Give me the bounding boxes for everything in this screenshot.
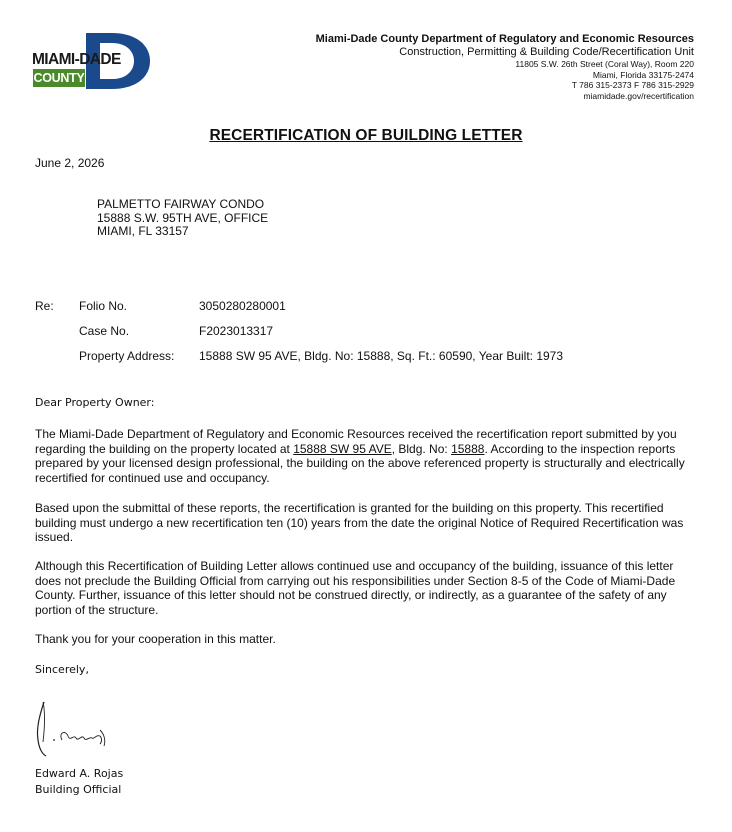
paragraph-2: Based upon the submittal of these reports, the recertification is granted for the building on this property. This recertified building must undergo a new recertification ten (10) years from the date the original Notice of Required Recertification was issued. — [35, 501, 684, 544]
recipient-street: 15888 S.W. 95TH AVE, OFFICE — [97, 210, 269, 225]
recipient-city: MIAMI, FL 33157 — [97, 224, 189, 238]
salutation: Dear Property Owner: — [35, 396, 155, 409]
website: miamidade.gov/recertification — [583, 90, 694, 101]
property-address-value: 15888 SW 95 AVE, Bldg. No: 15888, Sq. Ft.: 60590, Year Built: 1973 — [199, 349, 564, 363]
paragraph-1-bldg: 15888 — [451, 441, 485, 456]
folio-value: 3050280280001 — [199, 299, 286, 313]
case-value: F2023013317 — [199, 324, 274, 338]
city-address: Miami, Florida 33175-2474 — [592, 69, 694, 80]
handwritten-signature — [30, 696, 120, 760]
department-name: Miami-Dade County Department of Regulatory and Economic Resources — [315, 33, 694, 45]
paragraph-1-address: 15888 SW 95 AVE — [293, 441, 392, 456]
phone-fax: T 786 315-2373 F 786 315-2929 — [571, 80, 694, 90]
signer-name: Edward A. Rojas — [35, 767, 124, 780]
signer-block — [35, 766, 123, 798]
recipient-name: PALMETTO FAIRWAY CONDO — [97, 197, 265, 211]
recipient-address — [97, 198, 268, 239]
folio-row — [35, 299, 286, 313]
case-label: Case No. — [79, 324, 130, 338]
unit-name: Construction, Permitting & Building Code/Recertification Unit — [399, 46, 694, 58]
paragraph-3: Although this Recertification of Building Letter allows continued use and occupancy of the building, issuance of this letter does not preclude the Building Official from carrying out his responsibilities under Section 8-5 of the Code of Miami-Dade County. Further, issuance of this letter should not be construed directly, or indirectly, as a guarantee of the safety of any portion of the structure. — [35, 559, 676, 617]
paragraph-1 — [35, 427, 697, 485]
logo-miami-text: MIAMI-DADE — [32, 51, 121, 68]
miami-dade-logo — [32, 33, 150, 89]
paragraph-1-prefix: regarding the building on the property located at — [35, 441, 294, 456]
letter-title: RECERTIFICATION OF BUILDING LETTER — [209, 127, 523, 144]
property-address-label: Property Address: — [79, 349, 175, 363]
logo-county-badge: COUNTY — [33, 71, 85, 85]
paragraph-1-line1: The Miami-Dade Department of Regulatory and Economic Resources received the recertification report submitted by you — [35, 427, 677, 441]
paragraph-1-mid: , Bldg. No: — [391, 441, 452, 456]
street-address: 11805 S.W. 26th Street (Coral Way), Room 220 — [515, 59, 694, 69]
letter-date: June 2, 2026 — [35, 156, 105, 170]
signer-title: Building Official — [35, 783, 122, 796]
thanks-line: Thank you for your cooperation in this matter. — [35, 632, 276, 646]
closing: Sincerely, — [35, 663, 89, 676]
re-label: Re: — [35, 299, 54, 313]
department-header — [316, 33, 694, 101]
paragraph-1-rest: . According to the inspection reports prepared by your licensed design professional, the building on the above referenced property is structurally and electrically recertified for continued use and occupancy. — [35, 441, 685, 485]
folio-label: Folio No. — [79, 299, 128, 313]
